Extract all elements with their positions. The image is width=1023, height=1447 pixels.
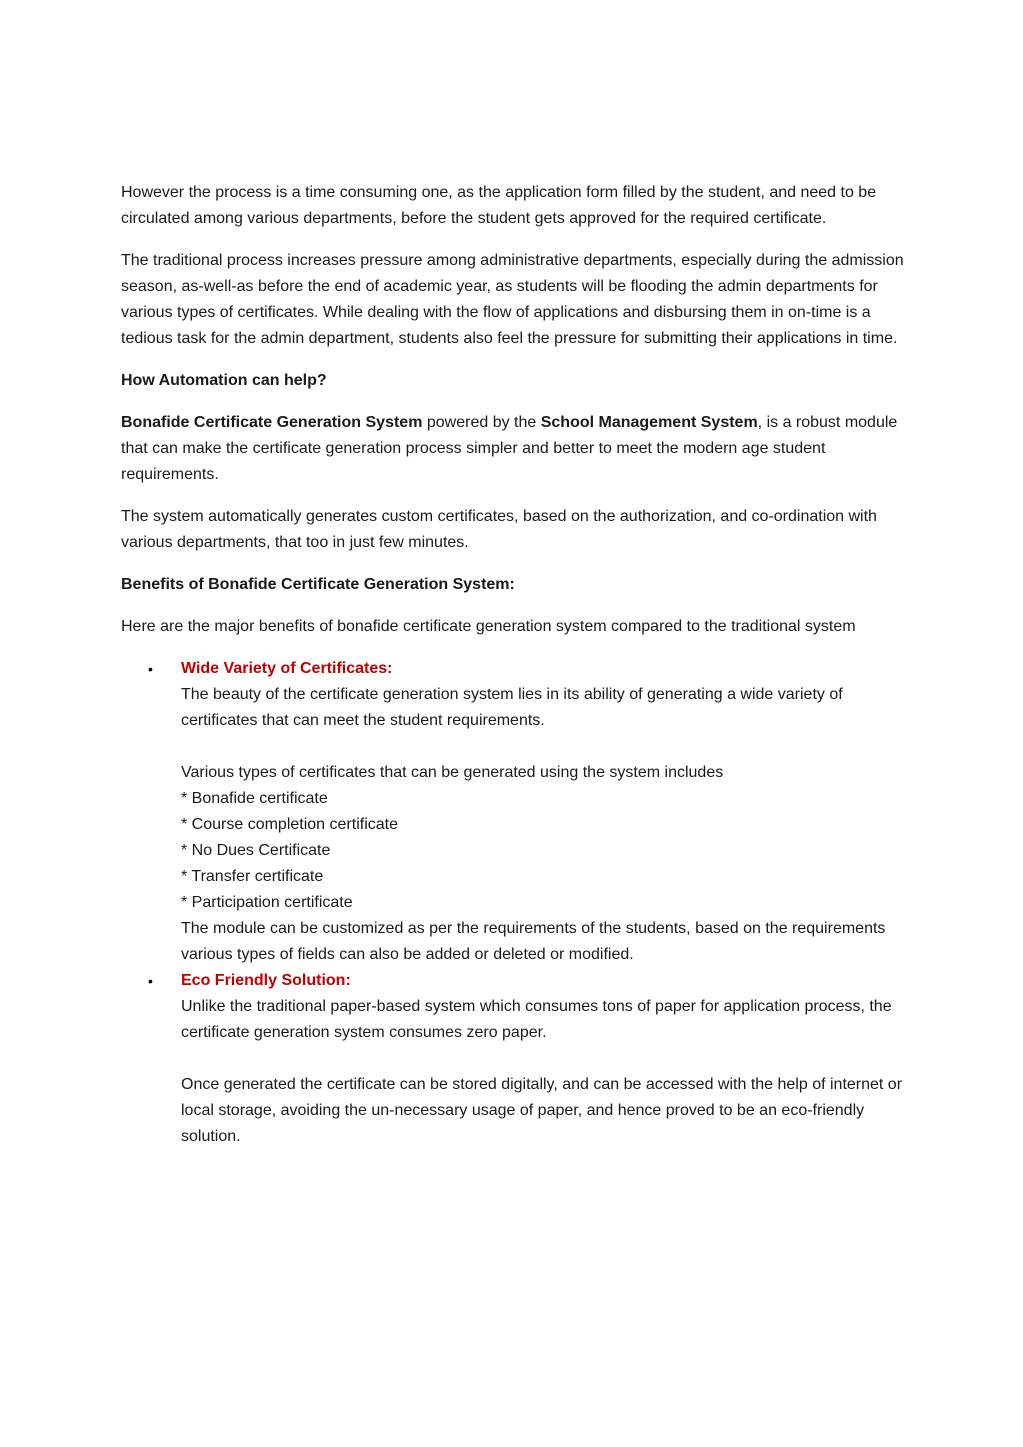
certificate-type-item: * Course completion certificate [181, 816, 398, 833]
paragraph-traditional: The traditional process increases pressure among administrative departments, especially during the admission season, as-well-as before the end of academic year, as students will be flooding the admin departments for various types of certificates. While dealing with the flow of applications and disbursing them in on-time is a tedious task for the admin department, students also feel the pressure for submitting their applications in time. [121, 252, 904, 347]
benefit-title: Eco Friendly Solution: [181, 972, 351, 989]
bullet-icon: • [148, 973, 153, 989]
benefit-intro: Unlike the traditional paper-based system which consumes tons of paper for application process, the certificate generation system consumes zero paper. [181, 998, 892, 1041]
bonafide-description: , is a robust module that can make the certificate generation process simpler and better to meet the modern age student requirements. [121, 414, 898, 483]
benefit-outro: The module can be customized as per the requirements of the students, based on the requirements various types of fields can also be added or deleted or modified. [181, 920, 886, 963]
spacer [181, 1046, 911, 1072]
benefit-item-variety [148, 656, 911, 968]
certificate-types-intro: Various types of certificates that can be generated using the system includes [181, 764, 724, 781]
benefit-outro: Once generated the certificate can be stored digitally, and can be accessed with the help of internet or local storage, avoiding the un-necessary usage of paper, and hence proved to be an eco-friendly solution. [181, 1076, 903, 1145]
school-management-system-name: School Management System [540, 414, 758, 431]
paragraph-bonafide-system [121, 410, 911, 488]
benefit-title: Wide Variety of Certificates: [181, 660, 393, 677]
document-page [121, 180, 911, 1150]
paragraph-benefits-intro: Here are the major benefits of bonafide certificate generation system compared to the traditional system [121, 618, 856, 635]
benefit-item-eco [148, 968, 911, 1150]
certificate-type-item: * Participation certificate [181, 894, 353, 911]
certificate-type-item: * Bonafide certificate [181, 790, 328, 807]
spacer [181, 734, 911, 760]
bonafide-system-name: Bonafide Certificate Generation System [121, 414, 423, 431]
benefits-list [121, 656, 911, 1150]
heading-automation: How Automation can help? [121, 372, 327, 389]
certificate-type-item: * No Dues Certificate [181, 842, 331, 859]
paragraph-auto-generate: The system automatically generates custom certificates, based on the authorization, and co-ordination with various departments, that too in just few minutes. [121, 508, 877, 551]
benefit-intro: The beauty of the certificate generation system lies in its ability of generating a wide variety of certificates that can meet the student requirements. [181, 686, 843, 729]
certificate-type-item: * Transfer certificate [181, 868, 324, 885]
bullet-icon: • [148, 661, 153, 677]
heading-benefits: Benefits of Bonafide Certificate Generation System: [121, 576, 515, 593]
powered-by-text: powered by the [422, 414, 541, 431]
paragraph-process: However the process is a time consuming one, as the application form filled by the student, and need to be circulated among various departments, before the student gets approved for the required certificate. [121, 184, 877, 227]
